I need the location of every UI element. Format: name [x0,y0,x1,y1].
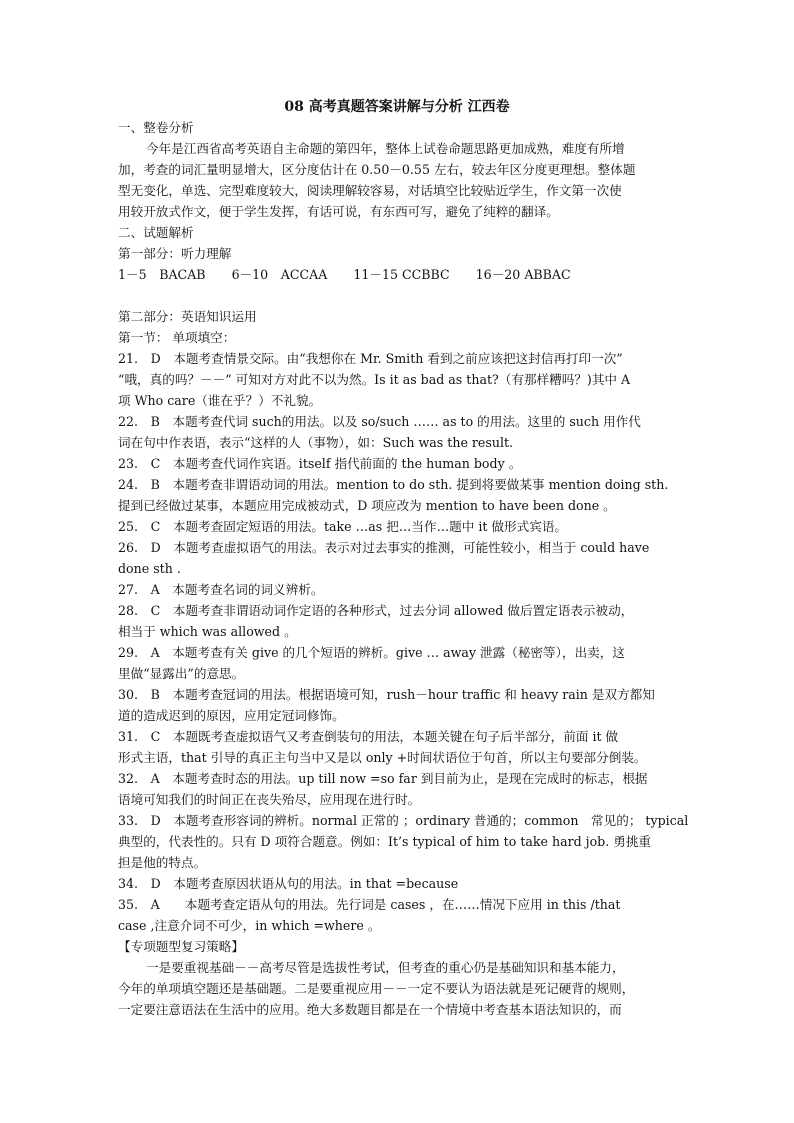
answer-group: 1－5 BACAB [118,267,206,282]
explanation-line: 25. C 本题考查固定短语的用法。take …as 把…当作…题中 it 做形式宾语。 [118,519,568,534]
explanation-line: 34. D 本题考查原因状语从句的用法。in that =because [118,876,459,891]
explanation-line: 26. D 本题考查虚拟语气的用法。表示对过去事实的推测，可能性较小，相当于 could have [118,540,650,555]
strategy-line: 今年的单项填空题还是基础题。二是要重视应用－－一定不要认为语法就是死记硬背的规则， [118,981,635,996]
explanation-line: 词在句中作表语，表示“这样的人（事物），如：Such was the result. [118,435,514,450]
section-heading-analysis: 二、试题解析 [118,225,194,240]
explanation-line: 里做“显露出”的意思。 [118,666,245,681]
explanation-line: 21. D 本题考查情景交际。由“我想你在 Mr. Smith 看到之前应该把这封信再打印一次” [118,351,623,366]
explanation-line: 35. A 本题考查定语从句的用法。先行词是 cases ，在……情况下应用 in this /that [118,897,621,912]
explanation-line: 相当于 which was allowed 。 [118,624,297,639]
overview-line: 加，考查的词汇量明显增大，区分度估计在 0.50－0.55 左右，较去年区分度更理想。整体题 [118,162,636,177]
strategy-line: 一定要注意语法在生活中的应用。绝大多数题目都是在一个情境中考查基本语法知识的，而 [118,1002,622,1017]
overview-line: 型无变化，单选、完型难度较大，阅读理解较容易，对话填空比较贴近学生，作文第一次使 [118,183,622,198]
explanation-line: 典型的，代表性的。只有 D 项符合题意。例如：It’s typical of him to take hard job. 勇挑重 [118,834,652,849]
explanation-line: 32. A 本题考查时态的用法。up till now =so far 到目前为止，是现在完成时的标志，根据 [118,771,648,786]
explanation-line: “哦，真的吗？－－” 可知对方对此不以为然。Is it as bad as that?（有那样糟吗？)其中 A [118,372,631,387]
explanation-line: 形式主语，that 引导的真正主句当中又是以 only +时间状语位于句首，所以主句要部分倒装。 [118,750,647,765]
explanation-line: 项 Who care（谁在乎？）不礼貌。 [118,393,322,408]
explanation-line: 23. C 本题考查代词作宾语。itself 指代前面的 the human body 。 [118,456,522,471]
explanation-line: 提到已经做过某事，本题应用完成被动式，D 项应改为 mention to have been done 。 [118,498,616,513]
explanation-line: 语境可知我们的时间正在丧失殆尽，应用现在进行时。 [118,792,421,807]
explanation-line: 29. A 本题考查有关 give 的几个短语的辨析。give … away 泄露（秘密等），出卖，这 [118,645,625,660]
answer-group: 11－15 CCBBC [353,267,450,282]
explanation-line: case ,注意介词不可少，in which =where 。 [118,918,381,933]
listening-answers [118,265,597,285]
explanation-line: 道的造成迟到的原因，应用定冠词修饰。 [118,708,345,723]
answer-group: 16－20 ABBAC [475,267,571,282]
part2-title: 第二部分：英语知识运用 [118,309,257,324]
section-heading-overview: 一、整卷分析 [118,120,194,135]
answer-group: 6－10 ACCAA [231,267,328,282]
strategy-line: 一是要重视基础－－高考尽管是选拔性考试，但考查的重心仍是基础知识和基本能力， [146,960,625,975]
explanation-line: 27. A 本题考查名词的词义辨析。 [118,582,324,597]
explanation-line: 28. C 本题考查非谓语动词作定语的各种形式，过去分词 allowed 做后置定语表示被动， [118,603,634,618]
part2-subtitle: 第一节： 单项填空： [118,330,236,345]
overview-line: 今年是江西省高考英语自主命题的第四年，整体上试卷命题思路更加成熟，难度有所增 [146,141,625,156]
document-title: 08 高考真题答案讲解与分析 江西卷 [284,99,510,115]
part1-title: 第一部分：听力理解 [118,246,232,261]
explanation-line: 30. B 本题考查冠词的用法。根据语境可知，rush－hour traffic 和 heavy rain 是双方都知 [118,687,655,702]
explanation-line: 担是他的特点。 [118,855,207,870]
strategy-heading: 【专项题型复习策略】 [118,939,244,954]
explanation-line: 33. D 本题考查形容词的辨析。normal 正常的 ；ordinary 普通的；common 常见的； typical [118,813,689,828]
explanation-line: 31. C 本题既考查虚拟语气又考查倒装句的用法，本题关键在句子后半部分，前面 it 做 [118,729,619,744]
explanation-line: done sth . [118,561,181,576]
overview-line: 用较开放式作文，便于学生发挥，有话可说，有东西可写，避免了纯粹的翻译。 [118,204,559,219]
explanation-line: 24. B 本题考查非谓语动词的用法。mention to do sth. 提到将要做某事 mention doing sth. [118,477,669,492]
explanation-line: 22. B 本题考查代词 such的用法。以及 so/such …… as to 的用法。这里的 such 用作代 [118,414,641,429]
